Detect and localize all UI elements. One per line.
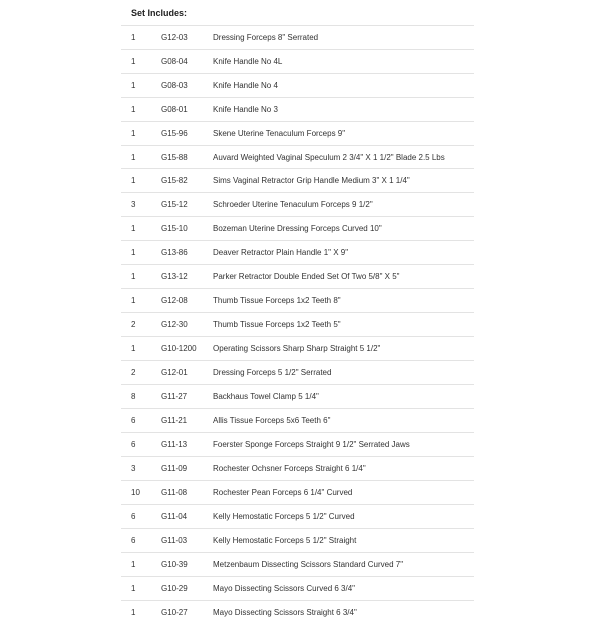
item-description: Bozeman Uterine Dressing Forceps Curved 10" <box>213 217 474 241</box>
item-quantity: 6 <box>121 505 161 529</box>
item-description: Dressing Forceps 5 1/2" Serrated <box>213 361 474 385</box>
item-code: G10-39 <box>161 553 213 577</box>
table-row <box>121 98 474 122</box>
item-quantity: 1 <box>121 122 161 146</box>
item-quantity: 6 <box>121 529 161 553</box>
item-code: G11-13 <box>161 433 213 457</box>
table-row <box>121 193 474 217</box>
set-items-table <box>121 25 474 624</box>
item-code: G15-82 <box>161 169 213 193</box>
table-row <box>121 122 474 146</box>
item-quantity: 1 <box>121 241 161 265</box>
table-row <box>121 577 474 601</box>
item-quantity: 3 <box>121 193 161 217</box>
item-description: Dressing Forceps 8" Serrated <box>213 26 474 50</box>
item-code: G10-27 <box>161 601 213 624</box>
item-code: G15-12 <box>161 193 213 217</box>
item-code: G11-09 <box>161 457 213 481</box>
item-code: G08-04 <box>161 50 213 74</box>
item-code: G11-04 <box>161 505 213 529</box>
table-row <box>121 457 474 481</box>
item-description: Knife Handle No 4L <box>213 50 474 74</box>
item-code: G15-96 <box>161 122 213 146</box>
table-row <box>121 529 474 553</box>
item-description: Parker Retractor Double Ended Set Of Two 5/8" X 5" <box>213 265 474 289</box>
item-code: G08-03 <box>161 74 213 98</box>
item-description: Skene Uterine Tenaculum Forceps 9" <box>213 122 474 146</box>
item-description: Operating Scissors Sharp Sharp Straight 5 1/2" <box>213 337 474 361</box>
item-quantity: 1 <box>121 217 161 241</box>
item-quantity: 1 <box>121 146 161 169</box>
item-quantity: 1 <box>121 98 161 122</box>
item-code: G15-10 <box>161 217 213 241</box>
item-description: Kelly Hemostatic Forceps 5 1/2" Curved <box>213 505 474 529</box>
item-description: Rochester Pean Forceps 6 1/4" Curved <box>213 481 474 505</box>
table-row <box>121 385 474 409</box>
table-row <box>121 361 474 385</box>
item-description: Backhaus Towel Clamp 5 1/4" <box>213 385 474 409</box>
table-row <box>121 50 474 74</box>
item-quantity: 3 <box>121 457 161 481</box>
item-quantity: 1 <box>121 26 161 50</box>
set-includes-heading: Set Includes: <box>131 8 187 18</box>
item-code: G10-29 <box>161 577 213 601</box>
item-quantity: 1 <box>121 289 161 313</box>
table-row <box>121 481 474 505</box>
item-description: Sims Vaginal Retractor Grip Handle Medium 3" X 1 1/4" <box>213 169 474 193</box>
item-quantity: 1 <box>121 337 161 361</box>
table-row <box>121 289 474 313</box>
table-row <box>121 241 474 265</box>
item-code: G12-08 <box>161 289 213 313</box>
item-description: Allis Tissue Forceps 5x6 Teeth 6" <box>213 409 474 433</box>
item-quantity: 8 <box>121 385 161 409</box>
item-quantity: 2 <box>121 361 161 385</box>
table-row <box>121 337 474 361</box>
item-quantity: 1 <box>121 265 161 289</box>
table-row <box>121 26 474 50</box>
table-row <box>121 505 474 529</box>
item-description: Auvard Weighted Vaginal Speculum 2 3/4" X 1 1/2" Blade 2.5 Lbs <box>213 146 474 169</box>
item-code: G13-86 <box>161 241 213 265</box>
item-code: G12-01 <box>161 361 213 385</box>
item-code: G11-27 <box>161 385 213 409</box>
item-description: Knife Handle No 4 <box>213 74 474 98</box>
item-description: Kelly Hemostatic Forceps 5 1/2" Straight <box>213 529 474 553</box>
item-quantity: 1 <box>121 577 161 601</box>
item-description: Knife Handle No 3 <box>213 98 474 122</box>
item-description: Metzenbaum Dissecting Scissors Standard Curved 7" <box>213 553 474 577</box>
item-quantity: 10 <box>121 481 161 505</box>
item-description: Rochester Ochsner Forceps Straight 6 1/4" <box>213 457 474 481</box>
item-code: G10-1200 <box>161 337 213 361</box>
item-description: Thumb Tissue Forceps 1x2 Teeth 8" <box>213 289 474 313</box>
table-row <box>121 265 474 289</box>
table-row <box>121 217 474 241</box>
item-code: G08-01 <box>161 98 213 122</box>
item-code: G11-08 <box>161 481 213 505</box>
item-description: Schroeder Uterine Tenaculum Forceps 9 1/2" <box>213 193 474 217</box>
item-code: G11-03 <box>161 529 213 553</box>
table-row <box>121 169 474 193</box>
table-row <box>121 601 474 624</box>
item-description: Thumb Tissue Forceps 1x2 Teeth 5" <box>213 313 474 337</box>
set-items-body <box>121 26 474 624</box>
item-quantity: 2 <box>121 313 161 337</box>
item-code: G15-88 <box>161 146 213 169</box>
table-row <box>121 74 474 98</box>
item-quantity: 1 <box>121 74 161 98</box>
item-quantity: 1 <box>121 50 161 74</box>
item-quantity: 1 <box>121 601 161 624</box>
table-row <box>121 313 474 337</box>
item-quantity: 6 <box>121 433 161 457</box>
table-row <box>121 146 474 169</box>
item-description: Mayo Dissecting Scissors Curved 6 3/4" <box>213 577 474 601</box>
item-quantity: 1 <box>121 553 161 577</box>
item-code: G12-30 <box>161 313 213 337</box>
item-code: G11-21 <box>161 409 213 433</box>
item-quantity: 1 <box>121 169 161 193</box>
item-description: Foerster Sponge Forceps Straight 9 1/2" Serrated Jaws <box>213 433 474 457</box>
item-description: Mayo Dissecting Scissors Straight 6 3/4" <box>213 601 474 624</box>
item-code: G12-03 <box>161 26 213 50</box>
item-description: Deaver Retractor Plain Handle 1" X 9" <box>213 241 474 265</box>
table-row <box>121 553 474 577</box>
table-row <box>121 409 474 433</box>
item-quantity: 6 <box>121 409 161 433</box>
item-code: G13-12 <box>161 265 213 289</box>
table-row <box>121 433 474 457</box>
